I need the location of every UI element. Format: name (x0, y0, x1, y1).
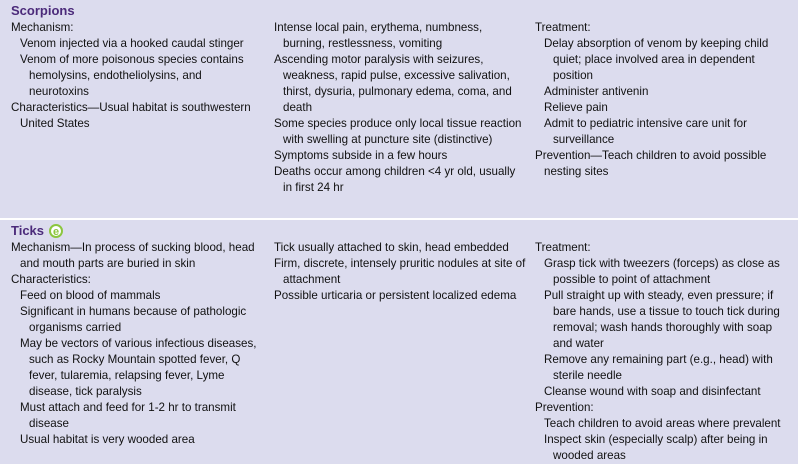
list-subitem: Must attach and feed for 1-2 hr to transmit disease (20, 401, 236, 430)
scorpions-section (0, 0, 798, 218)
list-item: Deaths occur among children <4 yr old, usually in first 24 hr (274, 165, 516, 194)
list-subitem: Inspect skin (especially scalp) after being in wooded areas (544, 433, 768, 462)
list-item: Possible urticaria or persistent localized edema (274, 289, 517, 302)
list-subitem: Usual habitat is very wooded area (20, 433, 195, 446)
list-item: Characteristics—Usual habitat is southwestern United States (11, 101, 251, 130)
ticks-management-column (535, 240, 790, 464)
section-title-scorpions (11, 3, 75, 18)
ticks-manifestations-column (274, 240, 526, 304)
e-resource-icon[interactable]: e (49, 224, 63, 238)
list-item: Intense local pain, erythema, numbness, burning, restlessness, vomiting (274, 21, 483, 50)
list-subitem: Pull straight up with steady, even pressure; if bare hands, use a tissue to touch tick during removal; wash hands thoroughly with soap and water (544, 289, 780, 350)
list-subitem: Administer antivenin (544, 85, 649, 98)
list-subitem: Remove any remaining part (e.g., head) with sterile needle (544, 353, 773, 382)
list-item: Treatment: (535, 241, 591, 254)
list-item: Characteristics: (11, 273, 91, 286)
ticks-mechanism-column (11, 240, 261, 448)
list-subitem: Cleanse wound with soap and disinfectant (544, 385, 761, 398)
list-subitem: Grasp tick with tweezers (forceps) as close as possible to point of attachment (544, 257, 780, 286)
list-subitem: Venom injected via a hooked caudal stinger (20, 37, 244, 50)
ticks-title-text: Ticks (11, 223, 45, 238)
list-subitem: Feed on blood of mammals (20, 289, 161, 302)
ticks-section (0, 220, 798, 462)
scorpions-management-column (535, 20, 790, 180)
list-item: Tick usually attached to skin, head embedded (274, 241, 509, 254)
list-item: Prevention—Teach children to avoid possible nesting sites (535, 149, 767, 178)
list-item: Ascending motor paralysis with seizures, weakness, rapid pulse, excessive salivation, thirst, dysuria, pulmonary edema, coma, and death (274, 53, 512, 114)
list-subitem: Significant in humans because of pathologic organisms carried (20, 305, 247, 334)
list-subitem: Relieve pain (544, 101, 608, 114)
list-subitem: Delay absorption of venom by keeping child quiet; place involved area in dependent position (544, 37, 769, 82)
list-item: Treatment: (535, 21, 591, 34)
list-item: Some species produce only local tissue reaction with swelling at puncture site (distinctive) (274, 117, 522, 146)
scorpions-title-text: Scorpions (11, 3, 75, 18)
list-item: Mechanism: (11, 21, 74, 34)
section-title-ticks (11, 223, 63, 238)
list-subitem: Teach children to avoid areas where prevalent (544, 417, 781, 430)
scorpions-mechanism-column (11, 20, 261, 132)
list-item: Symptoms subside in a few hours (274, 149, 448, 162)
list-subitem: Venom of more poisonous species contains hemolysins, endotheliolysins, and neurotoxins (20, 53, 244, 98)
list-item: Prevention: (535, 401, 594, 414)
scorpions-manifestations-column (274, 20, 526, 196)
list-subitem: May be vectors of various infectious diseases, such as Rocky Mountain spotted fever, Q fever, tularemia, relapsing fever, Lyme disease, tick paralysis (20, 337, 257, 398)
list-item: Mechanism—In process of sucking blood, head and mouth parts are buried in skin (11, 241, 255, 270)
list-subitem: Admit to pediatric intensive care unit for surveillance (544, 117, 747, 146)
list-item: Firm, discrete, intensely pruritic nodules at site of attachment (274, 257, 526, 286)
